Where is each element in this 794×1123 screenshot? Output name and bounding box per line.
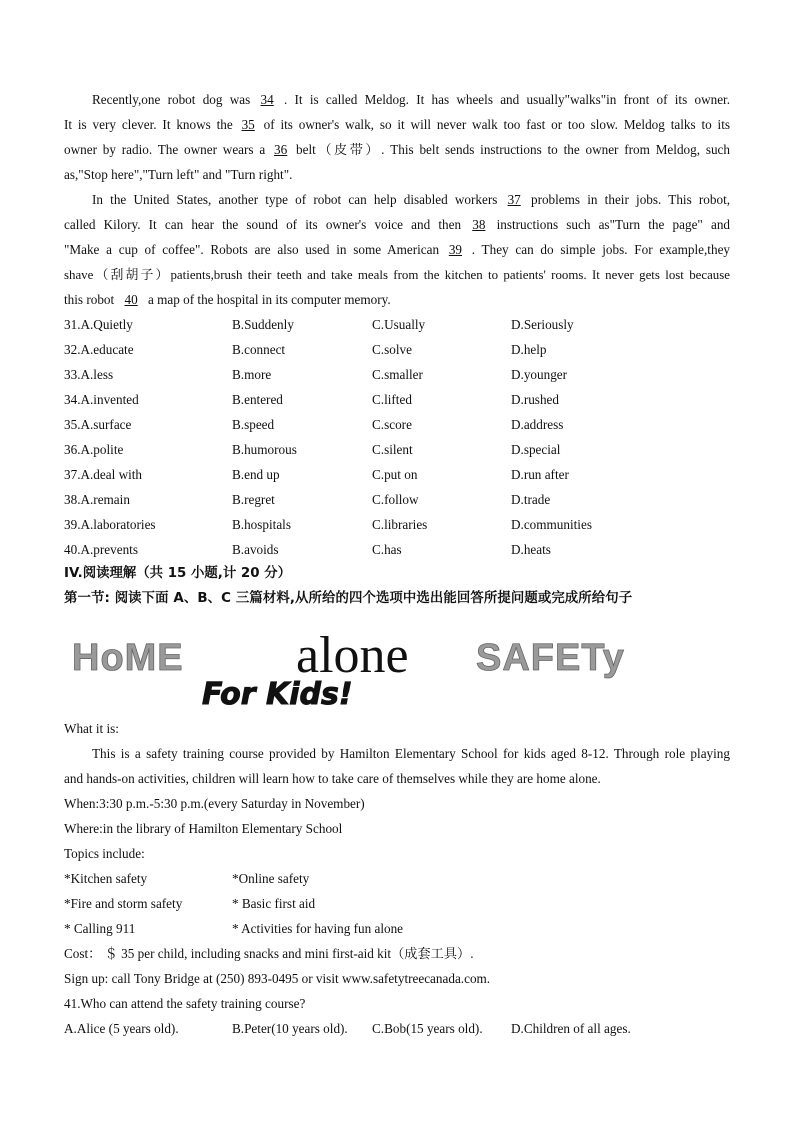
section-heading: IV.阅读理解（共 15 小题,计 20 分） bbox=[64, 566, 292, 581]
question-40-option-a[interactable]: 40.A.prevents bbox=[64, 542, 138, 557]
question-36-option-b[interactable]: B.humorous bbox=[232, 442, 297, 457]
text: a map of the hospital in its computer memory. bbox=[147, 292, 391, 307]
banner-word-home: HoME bbox=[72, 637, 184, 679]
question-40-option-d[interactable]: D.heats bbox=[511, 542, 551, 557]
text: . They can do simple jobs. For example,they bbox=[471, 242, 731, 257]
question-34-option-d[interactable]: D.rushed bbox=[511, 392, 559, 407]
passage-line bbox=[64, 216, 730, 234]
question-33-option-d[interactable]: D.younger bbox=[511, 367, 568, 382]
home-alone-safety-banner bbox=[64, 622, 730, 712]
question-38-option-a[interactable]: 38.A.remain bbox=[64, 492, 130, 507]
text: "Make a cup of coffee". Robots are also used in some American bbox=[64, 242, 440, 257]
banner-word-safety: SAFETy bbox=[476, 637, 625, 679]
text: problems in their jobs. This robot, bbox=[530, 192, 731, 207]
question-35-option-d[interactable]: D.address bbox=[511, 417, 564, 432]
question-36-option-d[interactable]: D.special bbox=[511, 442, 561, 457]
question-37-option-b[interactable]: B.end up bbox=[232, 467, 280, 482]
banner-word-alone: alone bbox=[296, 627, 409, 684]
topic-item: *Fire and storm safety bbox=[64, 896, 183, 911]
section-subheading: 第一节: 阅读下面 A、B、C 三篇材料,从所给的四个选项中选出能回答所提问题或完成所给句子 bbox=[64, 591, 633, 606]
passage-line bbox=[64, 241, 730, 259]
question-31-option-b[interactable]: B.Suddenly bbox=[232, 317, 294, 332]
text: Recently,one robot dog was bbox=[92, 92, 251, 107]
text: shave（刮胡子）patients,brush their teeth and take meals from the kitchen to patients' rooms. It never gets lost because bbox=[64, 268, 730, 282]
question-37-option-d[interactable]: D.run after bbox=[511, 467, 569, 482]
blank-35: 35 bbox=[241, 117, 255, 132]
question-38-option-d[interactable]: D.trade bbox=[511, 492, 551, 507]
text: instructions such as"Turn the page" and bbox=[496, 217, 731, 232]
passage-line bbox=[64, 266, 730, 284]
passage-line bbox=[92, 91, 730, 109]
topic-item: *Online safety bbox=[232, 871, 310, 886]
passage-line bbox=[64, 291, 730, 309]
blank-36: 36 bbox=[274, 142, 288, 157]
ad-topics-label: Topics include: bbox=[64, 846, 145, 861]
question-41-option-a[interactable]: A.Alice (5 years old). bbox=[64, 1021, 179, 1036]
ad-signup: Sign up: call Tony Bridge at (250) 893-0495 or visit www.safetytreecanada.com. bbox=[64, 971, 491, 986]
question-41-option-d[interactable]: D.Children of all ages. bbox=[511, 1021, 631, 1036]
question-38-option-b[interactable]: B.regret bbox=[232, 492, 275, 507]
blank-37: 37 bbox=[507, 192, 521, 207]
blank-34: 34 bbox=[260, 92, 274, 107]
ad-when: When:3:30 p.m.-5:30 p.m.(every Saturday in November) bbox=[64, 796, 365, 811]
question-33-option-b[interactable]: B.more bbox=[232, 367, 272, 382]
question-39-option-b[interactable]: B.hospitals bbox=[232, 517, 291, 532]
passage-line bbox=[64, 116, 730, 134]
question-38-option-c[interactable]: C.follow bbox=[372, 492, 419, 507]
question-34-option-a[interactable]: 34.A.invented bbox=[64, 392, 139, 407]
text: this robot bbox=[64, 292, 115, 307]
question-37-option-c[interactable]: C.put on bbox=[372, 467, 418, 482]
question-40-option-c[interactable]: C.has bbox=[372, 542, 402, 557]
text: belt（皮带）. This belt sends instructions to the owner from Meldog, such bbox=[296, 142, 731, 157]
passage-line bbox=[64, 166, 730, 184]
text: In the United States, another type of robot can help disabled workers bbox=[92, 192, 498, 207]
blank-39: 39 bbox=[448, 242, 462, 257]
question-33-option-c[interactable]: C.smaller bbox=[372, 367, 423, 382]
question-33-option-a[interactable]: 33.A.less bbox=[64, 367, 114, 382]
ad-description-line bbox=[92, 745, 730, 763]
ad-description-line: and hands-on activities, children will learn how to take care of themselves while they are home alone. bbox=[64, 771, 601, 786]
question-31-option-c[interactable]: C.Usually bbox=[372, 317, 426, 332]
what-label: What it is: bbox=[64, 721, 119, 736]
question-39-option-d[interactable]: D.communities bbox=[511, 517, 592, 532]
question-41-option-c[interactable]: C.Bob(15 years old). bbox=[372, 1021, 483, 1036]
topic-item: * Calling 911 bbox=[64, 921, 136, 936]
question-34-option-c[interactable]: C.lifted bbox=[372, 392, 412, 407]
topic-item: * Activities for having fun alone bbox=[232, 921, 404, 936]
question-37-option-a[interactable]: 37.A.deal with bbox=[64, 467, 143, 482]
text: called Kilory. It can hear the sound of its owner's voice and then bbox=[64, 217, 462, 232]
question-34-option-b[interactable]: B.entered bbox=[232, 392, 283, 407]
question-39-option-c[interactable]: C.libraries bbox=[372, 517, 428, 532]
blank-38: 38 bbox=[472, 217, 486, 232]
text: owner by radio. The owner wears a bbox=[64, 142, 266, 157]
ad-where: Where:in the library of Hamilton Elementary School bbox=[64, 821, 343, 836]
question-40-option-b[interactable]: B.avoids bbox=[232, 542, 279, 557]
question-41-stem: 41.Who can attend the safety training course? bbox=[64, 996, 306, 1011]
passage-line bbox=[64, 141, 730, 159]
question-31-option-a[interactable]: 31.A.Quietly bbox=[64, 317, 133, 332]
question-41-option-b[interactable]: B.Peter(10 years old). bbox=[232, 1021, 348, 1036]
text: as,"Stop here","Turn left" and "Turn right". bbox=[64, 167, 293, 182]
question-39-option-a[interactable]: 39.A.laboratories bbox=[64, 517, 156, 532]
question-32-option-c[interactable]: C.solve bbox=[372, 342, 412, 357]
text: This is a safety training course provided by Hamilton Elementary School for kids aged 8-12. Through role playing bbox=[92, 746, 730, 761]
question-35-option-b[interactable]: B.speed bbox=[232, 417, 275, 432]
blank-40: 40 bbox=[124, 292, 138, 307]
ad-cost: Cost： ＄ 35 per child, including snacks and mini first-aid kit（成套工具）. bbox=[64, 946, 474, 961]
question-36-option-c[interactable]: C.silent bbox=[372, 442, 413, 457]
question-31-option-d[interactable]: D.Seriously bbox=[511, 317, 574, 332]
question-35-option-a[interactable]: 35.A.surface bbox=[64, 417, 132, 432]
banner-word-for-kids: For Kids! bbox=[202, 677, 353, 712]
question-35-option-c[interactable]: C.score bbox=[372, 417, 412, 432]
passage-line bbox=[92, 191, 730, 209]
question-32-option-d[interactable]: D.help bbox=[511, 342, 547, 357]
text: . It is called Meldog. It has wheels and usually"walks"in front of its owner. bbox=[283, 92, 731, 107]
text: It is very clever. It knows the bbox=[64, 117, 233, 132]
question-32-option-b[interactable]: B.connect bbox=[232, 342, 286, 357]
question-32-option-a[interactable]: 32.A.educate bbox=[64, 342, 134, 357]
question-36-option-a[interactable]: 36.A.polite bbox=[64, 442, 124, 457]
text: of its owner's walk, so it will never walk too fast or too slow. Meldog talks to its bbox=[263, 117, 731, 132]
topic-item: *Kitchen safety bbox=[64, 871, 148, 886]
topic-item: * Basic first aid bbox=[232, 896, 316, 911]
